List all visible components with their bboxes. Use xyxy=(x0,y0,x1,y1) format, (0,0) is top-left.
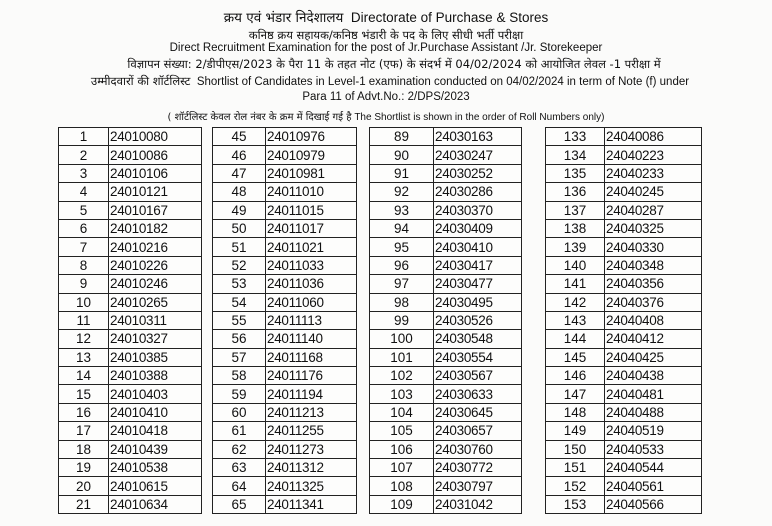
table-row xyxy=(213,367,357,385)
table-row xyxy=(370,459,522,477)
roll-number-cell: 24011036 xyxy=(266,275,357,293)
roll-number-cell: 24040519 xyxy=(605,422,702,440)
roll-number-cell: 24010311 xyxy=(109,311,202,329)
table-row xyxy=(546,256,702,274)
table-row xyxy=(213,293,357,311)
table-row xyxy=(370,311,522,329)
roll-number-cell: 24011176 xyxy=(266,367,357,385)
table-row xyxy=(59,495,202,513)
exam-title-hindi: कनिष्ठ क्रय सहायक/कनिष्ठ भंडारी के पद के लिए सीधी भर्ती परीक्षा xyxy=(248,28,524,42)
shortlist-table-3 xyxy=(369,127,522,514)
roll-number-cell: 24010106 xyxy=(109,164,202,182)
roll-number-cell: 24030163 xyxy=(434,128,522,146)
ordering-note-hindi: ( शॉर्टलिस्ट केवल रोल नंबर के क्रम में दिखाई गई है xyxy=(167,112,352,123)
table-row xyxy=(213,146,357,164)
roll-number-cell: 24010634 xyxy=(109,495,202,513)
table-row xyxy=(546,201,702,219)
table-row xyxy=(370,256,522,274)
table-row xyxy=(370,275,522,293)
serial-number-cell: 54 xyxy=(213,293,266,311)
serial-number-cell: 14 xyxy=(59,367,109,385)
serial-number-cell: 149 xyxy=(546,422,605,440)
table-row xyxy=(546,330,702,348)
table-row xyxy=(213,348,357,366)
table-row xyxy=(213,440,357,458)
advt-number: Para 11 of Advt.No.: 2/DPS/2023 xyxy=(302,91,470,103)
shortlist-table-1 xyxy=(58,127,202,514)
serial-number-cell: 101 xyxy=(370,348,434,366)
serial-number-cell: 51 xyxy=(213,238,266,256)
serial-number-cell: 133 xyxy=(546,128,605,146)
table-row xyxy=(370,440,522,458)
table-row xyxy=(546,146,702,164)
serial-number-cell: 55 xyxy=(213,311,266,329)
serial-number-cell: 62 xyxy=(213,440,266,458)
table-row xyxy=(59,146,202,164)
roll-number-cell: 24011273 xyxy=(266,440,357,458)
serial-number-cell: 92 xyxy=(370,183,434,201)
table-row xyxy=(213,385,357,403)
roll-number-cell: 24010388 xyxy=(109,367,202,385)
table-row xyxy=(370,348,522,366)
table-row xyxy=(59,385,202,403)
serial-number-cell: 1 xyxy=(59,128,109,146)
serial-number-cell: 95 xyxy=(370,238,434,256)
roll-number-cell: 24011021 xyxy=(266,238,357,256)
table-row xyxy=(59,219,202,237)
table-row xyxy=(546,459,702,477)
table-row xyxy=(370,330,522,348)
table-row xyxy=(546,403,702,421)
roll-number-cell: 24040223 xyxy=(605,146,702,164)
serial-number-cell: 46 xyxy=(213,146,266,164)
table-row xyxy=(370,201,522,219)
roll-number-cell: 24011341 xyxy=(266,495,357,513)
roll-number-cell: 24010226 xyxy=(109,256,202,274)
serial-number-cell: 152 xyxy=(546,477,605,495)
serial-number-cell: 96 xyxy=(370,256,434,274)
roll-number-cell: 24010976 xyxy=(266,128,357,146)
serial-number-cell: 140 xyxy=(546,256,605,274)
table-row xyxy=(59,403,202,421)
table-row xyxy=(213,330,357,348)
serial-number-cell: 3 xyxy=(59,164,109,182)
table-row xyxy=(59,164,202,182)
table-row xyxy=(213,422,357,440)
roll-number-cell: 24010182 xyxy=(109,219,202,237)
roll-number-cell: 24010216 xyxy=(109,238,202,256)
roll-number-cell: 24030554 xyxy=(434,348,522,366)
serial-number-cell: 9 xyxy=(59,275,109,293)
roll-number-cell: 24010410 xyxy=(109,403,202,421)
roll-number-cell: 24031042 xyxy=(434,495,522,513)
roll-number-cell: 24030410 xyxy=(434,238,522,256)
roll-number-cell: 24040233 xyxy=(605,164,702,182)
table-row xyxy=(370,477,522,495)
table-row xyxy=(213,311,357,329)
roll-number-cell: 24040287 xyxy=(605,201,702,219)
directorate-title-english: Directorate of Purchase & Stores xyxy=(350,10,549,25)
serial-number-cell: 45 xyxy=(213,128,266,146)
roll-number-cell: 24040481 xyxy=(605,385,702,403)
roll-number-cell: 24040376 xyxy=(605,293,702,311)
roll-number-cell: 24011113 xyxy=(266,311,357,329)
serial-number-cell: 151 xyxy=(546,459,605,477)
exam-title-english: Direct Recruitment Examination for the post of Jr.Purchase Assistant /Jr. Storekeeper xyxy=(169,42,603,54)
table-row xyxy=(213,275,357,293)
shortlist-caption xyxy=(4,74,772,89)
roll-number-cell: 24010080 xyxy=(109,128,202,146)
serial-number-cell: 90 xyxy=(370,146,434,164)
roll-number-cell: 24010385 xyxy=(109,348,202,366)
serial-number-cell: 64 xyxy=(213,477,266,495)
roll-number-cell: 24040533 xyxy=(605,440,702,458)
roll-number-cell: 24040330 xyxy=(605,238,702,256)
serial-number-cell: 94 xyxy=(370,219,434,237)
table-row xyxy=(370,183,522,201)
table-row xyxy=(59,201,202,219)
table-row xyxy=(546,128,702,146)
table-row xyxy=(59,440,202,458)
table-row xyxy=(213,128,357,146)
serial-number-cell: 17 xyxy=(59,422,109,440)
serial-number-cell: 103 xyxy=(370,385,434,403)
serial-number-cell: 134 xyxy=(546,146,605,164)
roll-number-cell: 24011015 xyxy=(266,201,357,219)
serial-number-cell: 20 xyxy=(59,477,109,495)
table-row xyxy=(213,459,357,477)
table-row xyxy=(59,311,202,329)
serial-number-cell: 150 xyxy=(546,440,605,458)
table-row xyxy=(59,293,202,311)
roll-number-cell: 24030567 xyxy=(434,367,522,385)
roll-number-cell: 24010439 xyxy=(109,440,202,458)
roll-number-cell: 24040348 xyxy=(605,256,702,274)
roll-number-cell: 24010246 xyxy=(109,275,202,293)
serial-number-cell: 59 xyxy=(213,385,266,403)
table-row xyxy=(59,330,202,348)
roll-number-cell: 24030495 xyxy=(434,293,522,311)
serial-number-cell: 18 xyxy=(59,440,109,458)
shortlist-table-2 xyxy=(212,127,357,514)
roll-number-cell: 24011060 xyxy=(266,293,357,311)
table-row xyxy=(59,477,202,495)
roll-number-cell: 24040356 xyxy=(605,275,702,293)
roll-number-cell: 24030370 xyxy=(434,201,522,219)
serial-number-cell: 107 xyxy=(370,459,434,477)
serial-number-cell: 15 xyxy=(59,385,109,403)
roll-number-cell: 24030409 xyxy=(434,219,522,237)
roll-number-cell: 24030657 xyxy=(434,422,522,440)
roll-number-cell: 24010615 xyxy=(109,477,202,495)
roll-number-cell: 24030645 xyxy=(434,403,522,421)
serial-number-cell: 63 xyxy=(213,459,266,477)
directorate-title-hindi: क्रय एवं भंडार निदेशालय xyxy=(223,10,344,26)
roll-number-cell: 24030477 xyxy=(434,275,522,293)
roll-number-cell: 24010538 xyxy=(109,459,202,477)
roll-number-cell: 24011194 xyxy=(266,385,357,403)
serial-number-cell: 137 xyxy=(546,201,605,219)
table-row xyxy=(370,293,522,311)
table-row xyxy=(59,183,202,201)
serial-number-cell: 48 xyxy=(213,183,266,201)
table-row xyxy=(59,459,202,477)
serial-number-cell: 56 xyxy=(213,330,266,348)
table-row xyxy=(546,293,702,311)
roll-number-cell: 24011010 xyxy=(266,183,357,201)
serial-number-cell: 21 xyxy=(59,495,109,513)
serial-number-cell: 98 xyxy=(370,293,434,311)
table-row xyxy=(546,183,702,201)
serial-number-cell: 147 xyxy=(546,385,605,403)
table-row xyxy=(213,164,357,182)
serial-number-cell: 10 xyxy=(59,293,109,311)
table-row xyxy=(370,128,522,146)
serial-number-cell: 109 xyxy=(370,495,434,513)
roll-number-cell: 24040412 xyxy=(605,330,702,348)
serial-number-cell: 57 xyxy=(213,348,266,366)
roll-number-cell: 24010265 xyxy=(109,293,202,311)
table-row xyxy=(59,367,202,385)
serial-number-cell: 108 xyxy=(370,477,434,495)
serial-number-cell: 93 xyxy=(370,201,434,219)
serial-number-cell: 106 xyxy=(370,440,434,458)
table-row xyxy=(546,219,702,237)
serial-number-cell: 52 xyxy=(213,256,266,274)
table-row xyxy=(370,367,522,385)
roll-number-cell: 24030526 xyxy=(434,311,522,329)
roll-number-cell: 24011312 xyxy=(266,459,357,477)
serial-number-cell: 136 xyxy=(546,183,605,201)
table-row xyxy=(370,219,522,237)
roll-number-cell: 24030548 xyxy=(434,330,522,348)
roll-number-cell: 24030417 xyxy=(434,256,522,274)
roll-number-cell: 24010086 xyxy=(109,146,202,164)
table-row xyxy=(546,275,702,293)
roll-number-cell: 24010981 xyxy=(266,164,357,182)
serial-number-cell: 144 xyxy=(546,330,605,348)
serial-number-cell: 99 xyxy=(370,311,434,329)
serial-number-cell: 16 xyxy=(59,403,109,421)
table-row xyxy=(59,238,202,256)
serial-number-cell: 141 xyxy=(546,275,605,293)
roll-number-cell: 24040488 xyxy=(605,403,702,421)
serial-number-cell: 5 xyxy=(59,201,109,219)
serial-number-cell: 139 xyxy=(546,238,605,256)
serial-number-cell: 49 xyxy=(213,201,266,219)
serial-number-cell: 47 xyxy=(213,164,266,182)
table-row xyxy=(213,183,357,201)
serial-number-cell: 8 xyxy=(59,256,109,274)
serial-number-cell: 145 xyxy=(546,348,605,366)
table-row xyxy=(59,256,202,274)
roll-number-cell: 24010121 xyxy=(109,183,202,201)
serial-number-cell: 146 xyxy=(546,367,605,385)
serial-number-cell: 58 xyxy=(213,367,266,385)
serial-number-cell: 50 xyxy=(213,219,266,237)
advt-reference-hindi: विज्ञापन संख्या: 2/डीपीएस/2023 के पैरा 11 के तहत नोट (एफ) के संदर्भ में 04/02/2024 को आयोजित लेवल -1 परीक्षा में xyxy=(127,57,661,71)
serial-number-cell: 12 xyxy=(59,330,109,348)
roll-number-cell: 24011017 xyxy=(266,219,357,237)
directorate-title xyxy=(0,8,772,26)
serial-number-cell: 19 xyxy=(59,459,109,477)
serial-number-cell: 13 xyxy=(59,348,109,366)
roll-number-cell: 24040086 xyxy=(605,128,702,146)
serial-number-cell: 143 xyxy=(546,311,605,329)
shortlist-caption-english: Shortlist of Candidates in Level-1 examination conducted on 04/02/2024 in term of Note (f) under xyxy=(196,76,690,88)
serial-number-cell: 7 xyxy=(59,238,109,256)
roll-number-cell: 24011325 xyxy=(266,477,357,495)
roll-number-cell: 24040438 xyxy=(605,367,702,385)
table-row xyxy=(546,164,702,182)
serial-number-cell: 11 xyxy=(59,311,109,329)
table-row xyxy=(546,440,702,458)
serial-number-cell: 53 xyxy=(213,275,266,293)
serial-number-cell: 138 xyxy=(546,219,605,237)
serial-number-cell: 60 xyxy=(213,403,266,421)
ordering-note xyxy=(0,109,772,123)
table-row xyxy=(213,256,357,274)
shortlist-table-4 xyxy=(545,127,702,514)
table-row xyxy=(213,495,357,513)
serial-number-cell: 91 xyxy=(370,164,434,182)
table-row xyxy=(370,495,522,513)
serial-number-cell: 6 xyxy=(59,219,109,237)
roll-number-cell: 24030633 xyxy=(434,385,522,403)
roll-number-cell: 24010418 xyxy=(109,422,202,440)
serial-number-cell: 153 xyxy=(546,495,605,513)
table-row xyxy=(370,385,522,403)
roll-number-cell: 24030797 xyxy=(434,477,522,495)
ordering-note-english: The Shortlist is shown in the order of Roll Numbers only) xyxy=(354,112,605,123)
serial-number-cell: 2 xyxy=(59,146,109,164)
roll-number-cell: 24040425 xyxy=(605,348,702,366)
roll-number-cell: 24040544 xyxy=(605,459,702,477)
roll-number-cell: 24011168 xyxy=(266,348,357,366)
shortlist-caption-hindi: उम्मीदवारों की शॉर्टलिस्ट xyxy=(90,74,191,88)
table-row xyxy=(370,164,522,182)
table-row xyxy=(213,238,357,256)
roll-number-cell: 24010327 xyxy=(109,330,202,348)
serial-number-cell: 100 xyxy=(370,330,434,348)
serial-number-cell: 65 xyxy=(213,495,266,513)
roll-number-cell: 24011140 xyxy=(266,330,357,348)
table-row xyxy=(213,477,357,495)
table-row xyxy=(546,422,702,440)
roll-number-cell: 24040566 xyxy=(605,495,702,513)
serial-number-cell: 104 xyxy=(370,403,434,421)
table-row xyxy=(546,311,702,329)
table-row xyxy=(213,403,357,421)
serial-number-cell: 135 xyxy=(546,164,605,182)
table-row xyxy=(546,495,702,513)
table-row xyxy=(59,275,202,293)
serial-number-cell: 142 xyxy=(546,293,605,311)
roll-number-cell: 24040561 xyxy=(605,477,702,495)
table-row xyxy=(546,367,702,385)
table-row xyxy=(213,219,357,237)
roll-number-cell: 24010167 xyxy=(109,201,202,219)
table-row xyxy=(370,422,522,440)
roll-number-cell: 24040408 xyxy=(605,311,702,329)
serial-number-cell: 89 xyxy=(370,128,434,146)
roll-number-cell: 24030247 xyxy=(434,146,522,164)
table-row xyxy=(370,238,522,256)
serial-number-cell: 97 xyxy=(370,275,434,293)
roll-number-cell: 24030772 xyxy=(434,459,522,477)
roll-number-cell: 24030252 xyxy=(434,164,522,182)
table-row xyxy=(546,477,702,495)
roll-number-cell: 24010403 xyxy=(109,385,202,403)
serial-number-cell: 105 xyxy=(370,422,434,440)
table-row xyxy=(213,201,357,219)
roll-number-cell: 24011033 xyxy=(266,256,357,274)
serial-number-cell: 61 xyxy=(213,422,266,440)
table-row xyxy=(546,385,702,403)
roll-number-cell: 24011213 xyxy=(266,403,357,421)
serial-number-cell: 148 xyxy=(546,403,605,421)
table-row xyxy=(546,348,702,366)
roll-number-cell: 24030286 xyxy=(434,183,522,201)
roll-number-cell: 24030760 xyxy=(434,440,522,458)
table-row xyxy=(370,146,522,164)
serial-number-cell: 4 xyxy=(59,183,109,201)
table-row xyxy=(59,422,202,440)
table-row xyxy=(370,403,522,421)
serial-number-cell: 102 xyxy=(370,367,434,385)
table-row xyxy=(59,128,202,146)
roll-number-cell: 24011255 xyxy=(266,422,357,440)
table-row xyxy=(59,348,202,366)
table-row xyxy=(546,238,702,256)
roll-number-cell: 24010979 xyxy=(266,146,357,164)
roll-number-cell: 24040245 xyxy=(605,183,702,201)
roll-number-cell: 24040325 xyxy=(605,219,702,237)
